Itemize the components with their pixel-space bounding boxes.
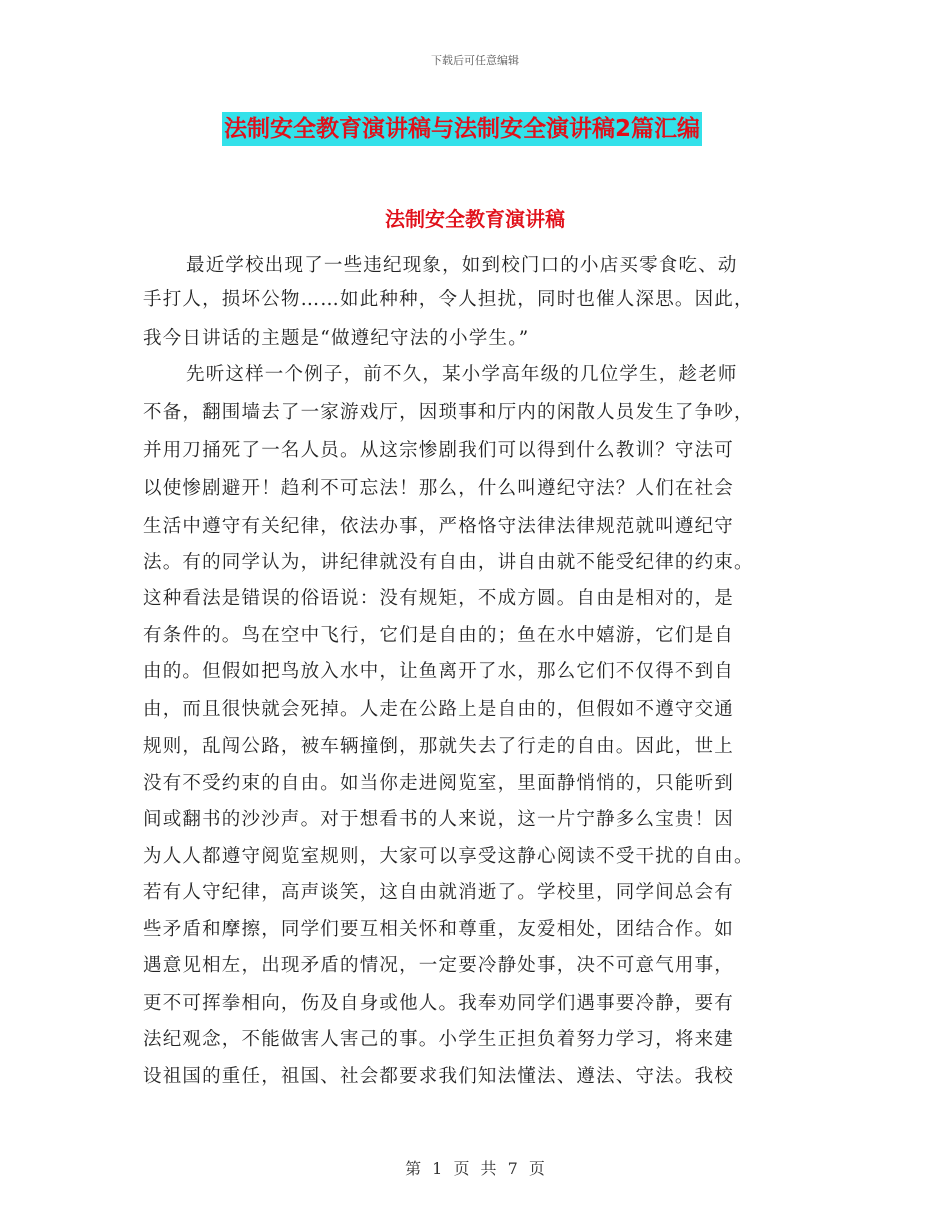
paragraph-line: 由，而且很快就会死掉。人走在公路上是自由的，但假如不遵守交通: [143, 699, 735, 720]
paragraph-line: 法。有的同学认为，讲纪律就没有自由，讲自由就不能受纪律的约束。: [143, 552, 754, 573]
paragraph-line: 间或翻书的沙沙声。对于想看书的人来说，这一片宁静多么宝贵！因: [143, 809, 735, 830]
paragraph-line: 这种看法是错误的俗语说：没有规矩，不成方圆。自由是相对的，是: [143, 588, 735, 609]
paragraph-line: 设祖国的重任，祖国、社会都要求我们知法懂法、遵法、守法。我校: [143, 1066, 735, 1087]
section-title: 法制安全教育演讲稿: [385, 207, 565, 231]
paragraph-line: 法纪观念，不能做害人害己的事。小学生正担负着努力学习，将来建: [143, 1029, 735, 1050]
paragraph-line: 先听这样一个例子，前不久，某小学高年级的几位学生，趁老师: [186, 364, 738, 385]
paragraph-line: 若有人守纪律，高声谈笑，这自由就消逝了。学校里，同学间总会有: [143, 882, 735, 903]
document-title: 法制安全教育演讲稿与法制安全演讲稿2篇汇编: [222, 112, 702, 146]
paragraph-line: 些矛盾和摩擦，同学们要互相关怀和尊重，友爱相处，团结合作。如: [143, 919, 735, 940]
paragraph-line: 最近学校出现了一些违纪现象，如到校门口的小店买零食吃、动: [186, 255, 738, 276]
paragraph-line: 为人人都遵守阅览室规则，大家可以享受这静心阅读不受干扰的自由。: [143, 846, 754, 867]
paragraph-line: 生活中遵守有关纪律，依法办事，严格恪守法律法律规范就叫遵纪守: [143, 516, 735, 537]
paragraph-line: 由的。但假如把鸟放入水中，让鱼离开了水，那么它们不仅得不到自: [143, 661, 735, 682]
page-footer: 第 1 页 共 7 页: [405, 1159, 545, 1178]
header-note: 下载后可任意编辑: [431, 54, 519, 67]
paragraph-line: 没有不受约束的自由。如当你走进阅览室，里面静悄悄的，只能听到: [143, 773, 735, 794]
paragraph-line: 手打人，损坏公物……如此种种，令人担扰，同时也催人深思。因此，: [143, 289, 754, 310]
paragraph-line: 并用刀捅死了一名人员。从这宗惨剧我们可以得到什么教训？守法可: [143, 440, 735, 461]
paragraph-line: 以使惨剧避开！趋利不可忘法！那么，什么叫遵纪守法？人们在社会: [143, 478, 735, 499]
paragraph-line: 遇意见相左，出现矛盾的情况，一定要冷静处事，决不可意气用事，: [143, 955, 735, 976]
paragraph-line: 更不可挥拳相向，伤及自身或他人。我奉劝同学们遇事要冷静，要有: [143, 993, 735, 1014]
paragraph-line: 不备，翻围墙去了一家游戏厅，因琐事和厅内的闲散人员发生了争吵，: [143, 402, 754, 423]
paragraph-line: 有条件的。鸟在空中飞行，它们是自由的；鱼在水中嬉游，它们是自: [143, 625, 735, 646]
paragraph-line: 规则，乱闯公路，被车辆撞倒，那就失去了行走的自由。因此，世上: [143, 736, 735, 757]
paragraph-line: 我今日讲话的主题是“做遵纪守法的小学生。”: [143, 328, 530, 349]
